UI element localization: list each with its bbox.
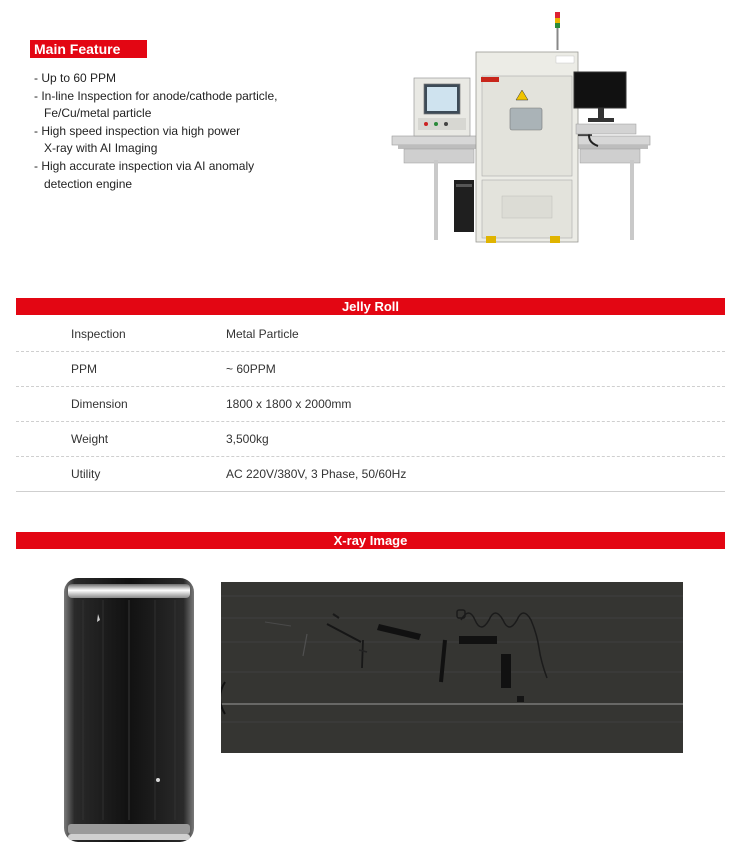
feature-item: - In-line Inspection for anode/cathode particle, bbox=[34, 88, 278, 103]
spec-value: Metal Particle bbox=[226, 327, 299, 341]
table-row bbox=[16, 457, 725, 492]
table-row bbox=[16, 317, 725, 352]
spec-label: Dimension bbox=[71, 397, 128, 411]
feature-item: - High accurate inspection via AI anomaly bbox=[34, 158, 255, 173]
jelly-roll-xray-image bbox=[62, 574, 196, 846]
feature-list bbox=[34, 70, 277, 193]
xray-inspection-machine-image bbox=[390, 10, 655, 250]
spec-value: ~ 60PPM bbox=[226, 362, 276, 376]
spec-value: 3,500kg bbox=[226, 432, 269, 446]
table-row bbox=[16, 422, 725, 457]
feature-item: X-ray with AI Imaging bbox=[34, 141, 158, 156]
table-row bbox=[16, 387, 725, 422]
feature-item: detection engine bbox=[34, 176, 133, 191]
spec-label: Inspection bbox=[71, 327, 126, 341]
spec-table bbox=[16, 317, 725, 492]
spec-value: 1800 x 1800 x 2000mm bbox=[226, 397, 352, 411]
spec-label: Utility bbox=[71, 467, 101, 481]
particle-detection-xray-image bbox=[221, 582, 683, 753]
spec-label: PPM bbox=[71, 362, 98, 376]
feature-item: Fe/Cu/metal particle bbox=[34, 106, 152, 121]
spec-value: AC 220V/380V, 3 Phase, 50/60Hz bbox=[226, 467, 407, 481]
main-feature-badge: Main Feature bbox=[30, 40, 147, 58]
spec-label: Weight bbox=[71, 432, 109, 446]
feature-item: - Up to 60 PPM bbox=[34, 71, 117, 85]
feature-item: - High speed inspection via high power bbox=[34, 123, 241, 138]
xray-image-section-header: X-ray Image bbox=[16, 532, 725, 549]
table-row bbox=[16, 352, 725, 387]
jelly-roll-section-header: Jelly Roll bbox=[16, 298, 725, 315]
